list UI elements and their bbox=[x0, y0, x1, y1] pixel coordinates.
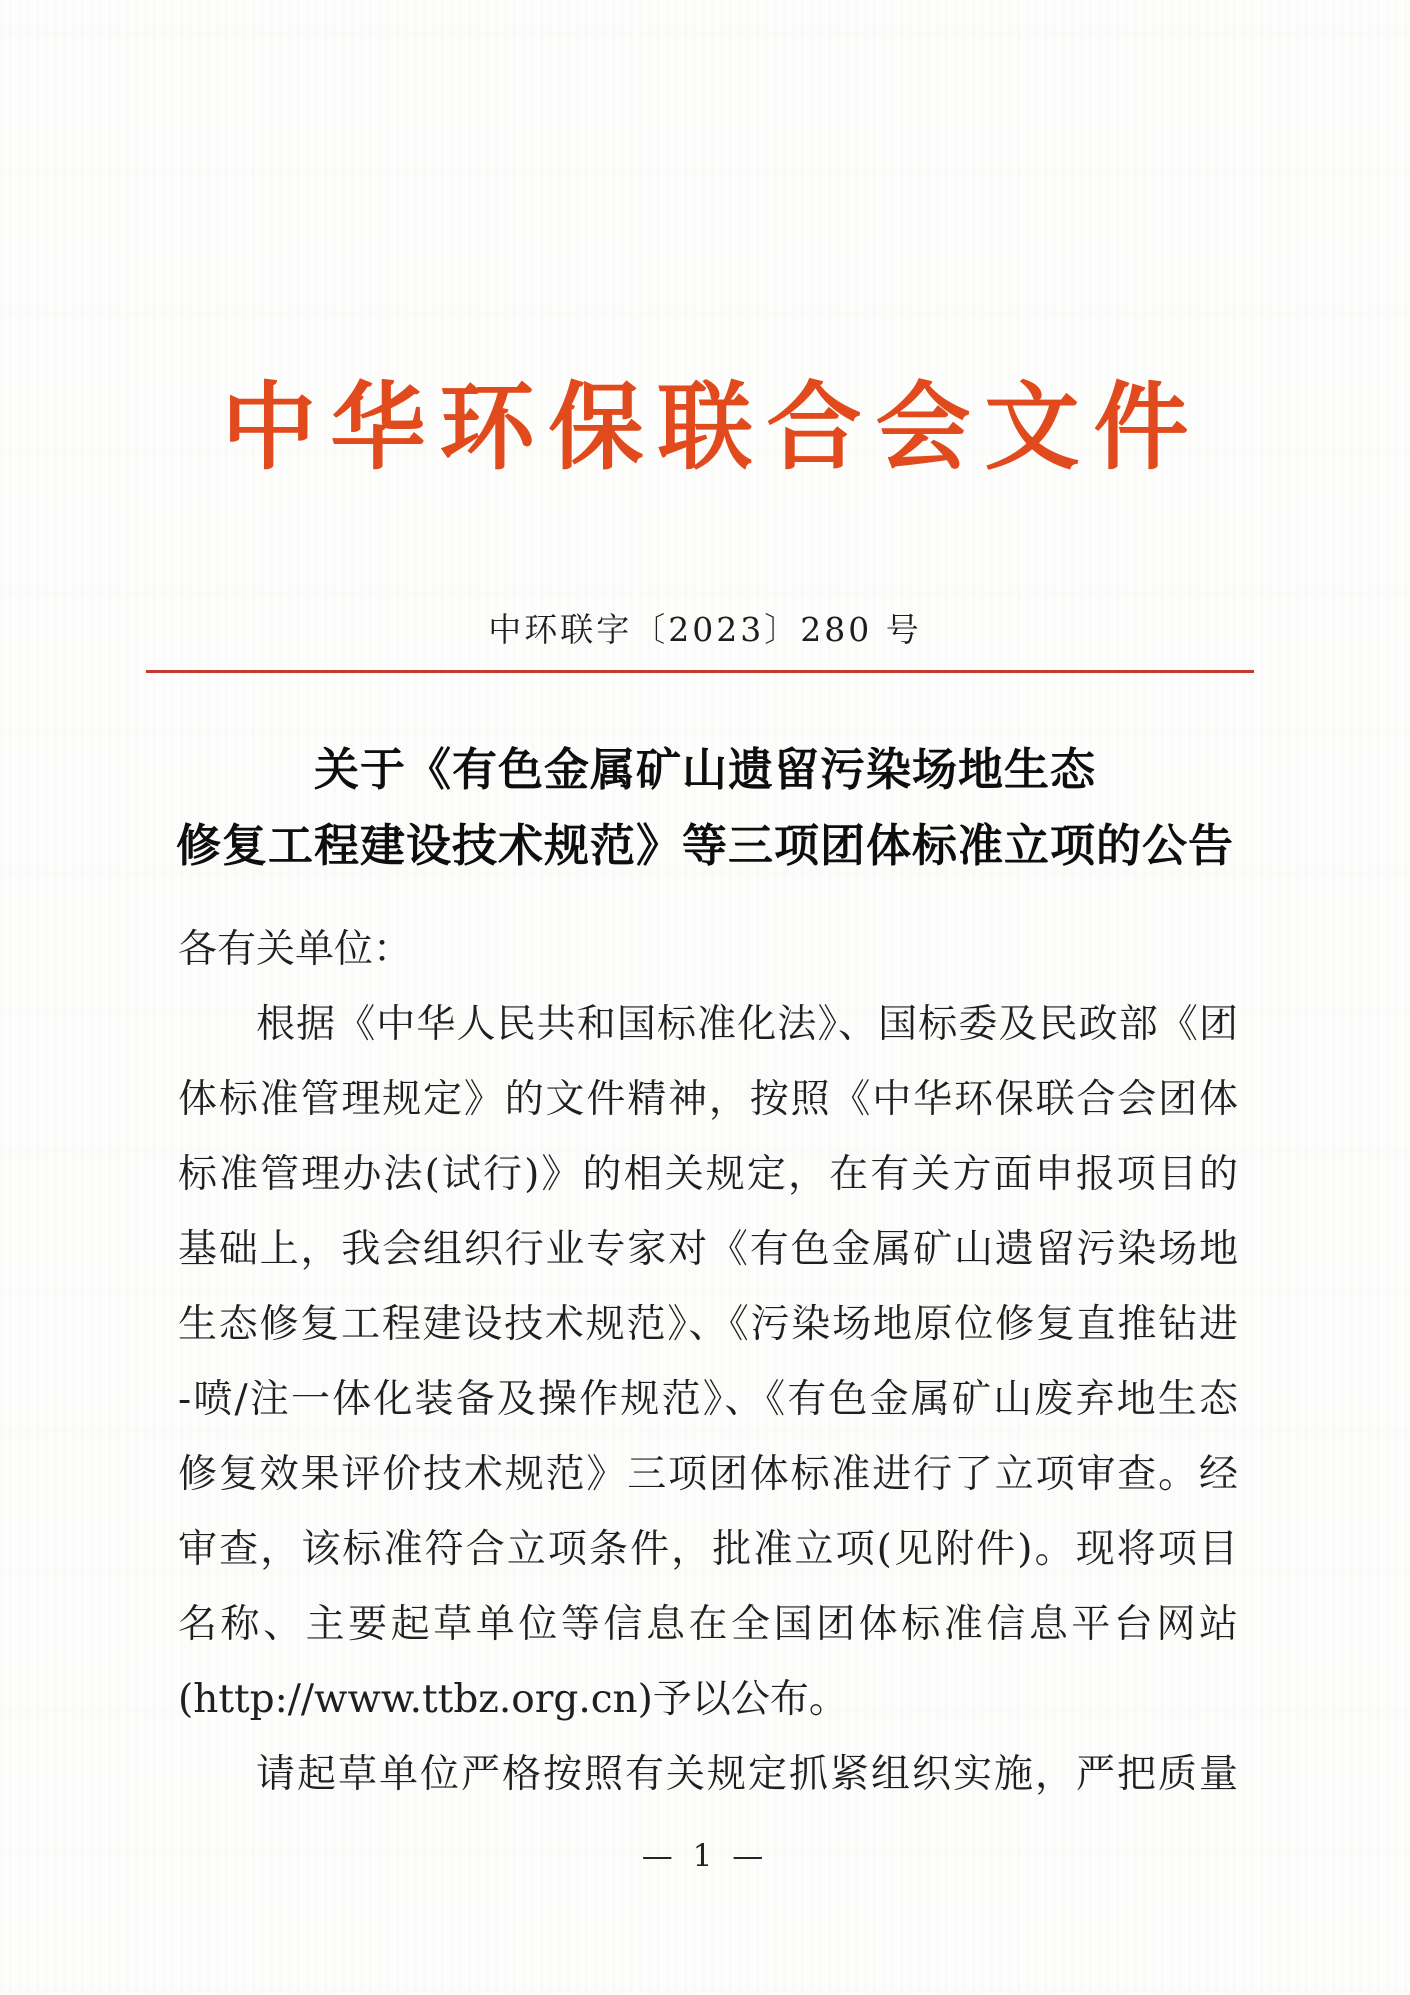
page-number: — 1 — bbox=[641, 1838, 769, 1874]
body-line: -喷/注一体化装备及操作规范》、《有色金属矿山废弃地生态 bbox=[178, 1377, 1238, 1422]
document-body bbox=[178, 912, 1238, 1812]
body-line: 请起草单位严格按照有关规定抓紧组织实施，严把质量 bbox=[256, 1752, 1238, 1797]
red-divider-line bbox=[146, 670, 1254, 673]
body-line: 审查，该标准符合立项条件，批准立项(见附件)。现将项目 bbox=[178, 1527, 1238, 1572]
body-line: 根据《中华人民共和国标准化法》、国标委及民政部《团 bbox=[256, 1002, 1238, 1047]
body-line: 体标准管理规定》的文件精神，按照《中华环保联合会团体 bbox=[178, 1077, 1238, 1122]
body-line: 名称、主要起草单位等信息在全国团体标准信息平台网站 bbox=[178, 1602, 1238, 1647]
body-line: 基础上，我会组织行业专家对《有色金属矿山遗留污染场地 bbox=[178, 1227, 1238, 1272]
document-heading bbox=[0, 732, 1410, 884]
body-line: 生态修复工程建设技术规范》、《污染场地原位修复直推钻进 bbox=[178, 1302, 1238, 1347]
document-number: 中环联字〔2023〕280 号 bbox=[488, 610, 922, 649]
heading-line-2: 修复工程建设技术规范》等三项团体标准立项的公告 bbox=[175, 819, 1234, 872]
body-line: (http://www.ttbz.org.cn)予以公布。 bbox=[178, 1677, 848, 1722]
body-line: 标准管理办法(试行)》的相关规定，在有关方面申报项目的 bbox=[178, 1152, 1238, 1197]
salutation: 各有关单位： bbox=[178, 927, 413, 972]
heading-line-1: 关于《有色金属矿山遗留污染场地生态 bbox=[313, 743, 1096, 796]
body-line: 修复效果评价技术规范》三项团体标准进行了立项审查。经 bbox=[178, 1452, 1238, 1497]
letterhead-title: 中华环保联合会文件 bbox=[221, 372, 1203, 483]
